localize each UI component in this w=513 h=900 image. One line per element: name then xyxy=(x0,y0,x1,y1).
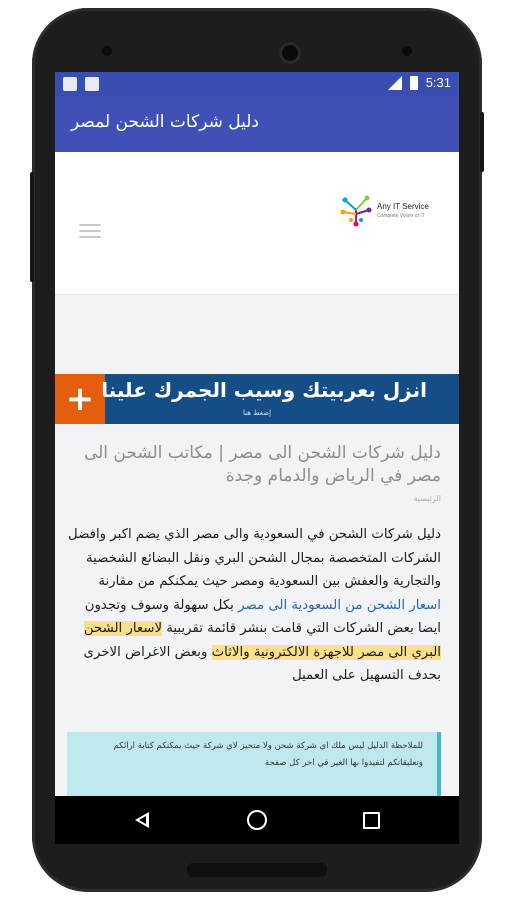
menu-icon[interactable] xyxy=(79,224,101,238)
sd-card-icon xyxy=(85,77,99,91)
logo-subtitle: Complete Vision of IT xyxy=(377,213,425,219)
logo-title: Any IT Service xyxy=(377,202,429,211)
site-header xyxy=(55,152,459,295)
body-text-3: وبعض الاغراض الاخرى بحدف التسهيل على العميل xyxy=(83,644,441,683)
site-logo[interactable] xyxy=(339,192,449,232)
webview[interactable] xyxy=(55,152,459,796)
battery-icon xyxy=(410,76,418,90)
light-sensor xyxy=(402,46,412,56)
app-bar xyxy=(55,96,459,152)
article xyxy=(65,434,447,688)
body-text-1: دليل شركات الشحن في السعودية والى مصر الذي يضم اكبر وافضل الشركات المتخصصة بمجال الشحن البري ونقل البضائع الشخصية والتجارية والعفش بين السعودية ومصر حيث يمكنكم من مقارنة xyxy=(68,527,441,589)
image-icon xyxy=(63,77,77,91)
highlighted-text[interactable]: لاسعار الشحن البري الى مصر للاجهزة الالكترونية والاثاث xyxy=(83,621,441,660)
phone-screen xyxy=(55,72,459,796)
note-text: للملاحظة الدليل ليس ملك اي شركة شحن ولا متحيز لاي شركة حيث يمكنكم كتابة ارائكم وتعليقاتكم لتفيدوا بها الغير في اخر كل صفحة xyxy=(113,741,423,768)
breadcrumb[interactable]: الرئيسية xyxy=(413,494,441,503)
logo-icon xyxy=(339,194,373,228)
article-body xyxy=(65,523,441,688)
status-time: 5:31 xyxy=(425,75,451,90)
ad-banner[interactable] xyxy=(55,374,459,424)
signal-icon xyxy=(388,76,402,90)
volume-button xyxy=(30,172,34,282)
power-button xyxy=(480,112,484,172)
article-title: دليل شركات الشحن الى مصر | مكاتب الشحن الى مصر في الرياض والدمام وجدة xyxy=(83,443,441,486)
android-nav-bar xyxy=(55,796,459,844)
home-icon[interactable] xyxy=(247,810,267,830)
app-title: دليل شركات الشحن لمصر xyxy=(71,112,259,132)
body-text-2: بكل سهولة وسوف وتجدون ايضا بعض الشركات التي قامت بنشر قائمة تقريبية xyxy=(84,597,441,636)
banner-cta: إضغط هنا xyxy=(243,409,272,417)
bottom-speaker xyxy=(187,863,327,877)
recents-icon[interactable] xyxy=(363,812,380,829)
proximity-sensor xyxy=(102,46,112,56)
status-bar xyxy=(55,72,459,96)
banner-headline: انزل بعربيتك وسيب الجمرك علينا xyxy=(101,378,427,402)
back-icon[interactable] xyxy=(135,812,149,828)
shipping-prices-link[interactable]: اسعار الشحن من السعودية الى مصر xyxy=(238,597,441,613)
note-box xyxy=(67,732,441,796)
plus-icon: + xyxy=(55,374,105,424)
front-camera xyxy=(279,42,301,64)
